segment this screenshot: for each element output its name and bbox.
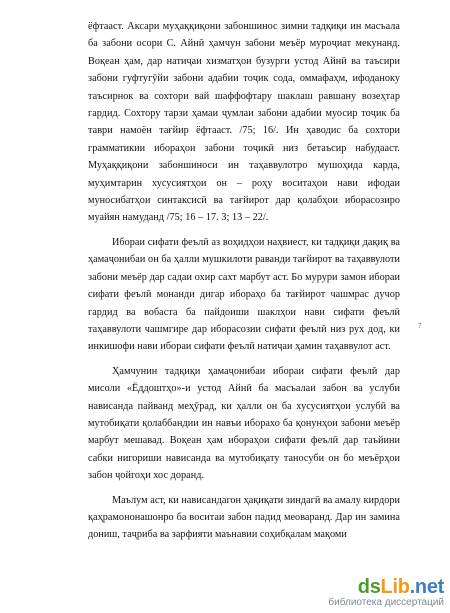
document-text xyxy=(88,18,400,551)
watermark-logo-part-ds: ds xyxy=(357,576,381,598)
paragraph-1: ёфтааст. Аксари муҳаққиқони забоншинос зимни тадқиқи ин масъала ба забони осори С. Айнӣ ҳамчун забони меъёр муроҷиат мекунанд. Воқеан ҳам, дар натиҷаи хизматҳои бузурги устод Айнӣ ва таъсири забони гуфтугӯйи забони адабии тоҷик сода, оммафаҳм, ифоданоку таъсирнок ва сохтори вай шаффофтару шаклаш равшану возеҳтар гардид. Сохтору тарзи ҳамаи ҷумлаи забони адабии муосир тоҷик ба таври намоён тағйир ёфтааст. /75; 16/. Ин ҳаводис ба сохтори грамматикии ибораҳои забони тоҷикӣ низ бетаъсир набудааст. Муҳаққиқони забоншиноси ин таҳаввулотро мушоҳида карда, муҳимтарин хусусиятҳои он – роҳу воситаҳои нави ифодаи муносибатҳои синтаксисӣ ва тағйирот дар қолабҳои иборасозиро муайян намуданд /75; 16 – 17. 3; 13 – 22/. xyxy=(88,21,400,224)
watermark-logo-part-lib: Lib xyxy=(380,576,410,598)
watermark-logo[interactable] xyxy=(328,577,444,597)
paragraph-3: Ҳамчунин тадқиқи ҳамаҷонибаи ибораи сифати феълӣ дар мисоли «Ёддоштҳо»-и устод Айнӣ ба масъалаи забон ва услуби нависанда пайванд меҳӯрад, ки ҳалли он ба хусусиятҳои услубӣ ва мутобиқати қолаббандии ин навъи иборахо ба қонунҳои забони меъёр марбут мешавад. Воқеан ҳам ибораҳои сифати феълӣ дар таъйини сабки нигориши нависанда ва мутобиқату таносуби он бо меъёрҳои забон ҷойгоҳи хос доранд. xyxy=(88,365,400,482)
watermark-subtitle: библиотека диссертаций xyxy=(328,597,444,608)
paragraph-2: Ибораи сифати феълӣ аз воҳидҳои наҳвиест, ки тадқиқи дақиқ ва ҳамаҷонибаи он ба ҳалли мушкилоти раванди тағйирот ва таҳаввулоти забони меъёр дар садаи охир сахт марбут аст. Бо мурури замон ибораи сифати феълӣ монанди дигар ибораҳо ба тағйирот чашмрас дучор гардид ва вобаста ба пайдоиши шаклҳои нави сифати феълӣ таҳаввулоти чашмгире дар иборасозии сифати феълӣ низ рух дод, ки инкишофи нави ибораи сифати феълӣ натиҷаи ҳамин таҳаввулот аст. xyxy=(88,236,400,353)
watermark-logo-part-net: .net xyxy=(409,576,444,598)
paragraph-4: Маълум аст, ки нависандагон ҳақиқати зиндагӣ ва амалу кирдори қаҳрамононашонро ба воситаи забон падид меоваранд. Дар ин замина дониш, таҷриба ва зарфияти маънавии соҳибқалам мақоми xyxy=(88,494,400,541)
margin-mark: 7 xyxy=(418,322,422,330)
watermark[interactable] xyxy=(328,577,444,609)
